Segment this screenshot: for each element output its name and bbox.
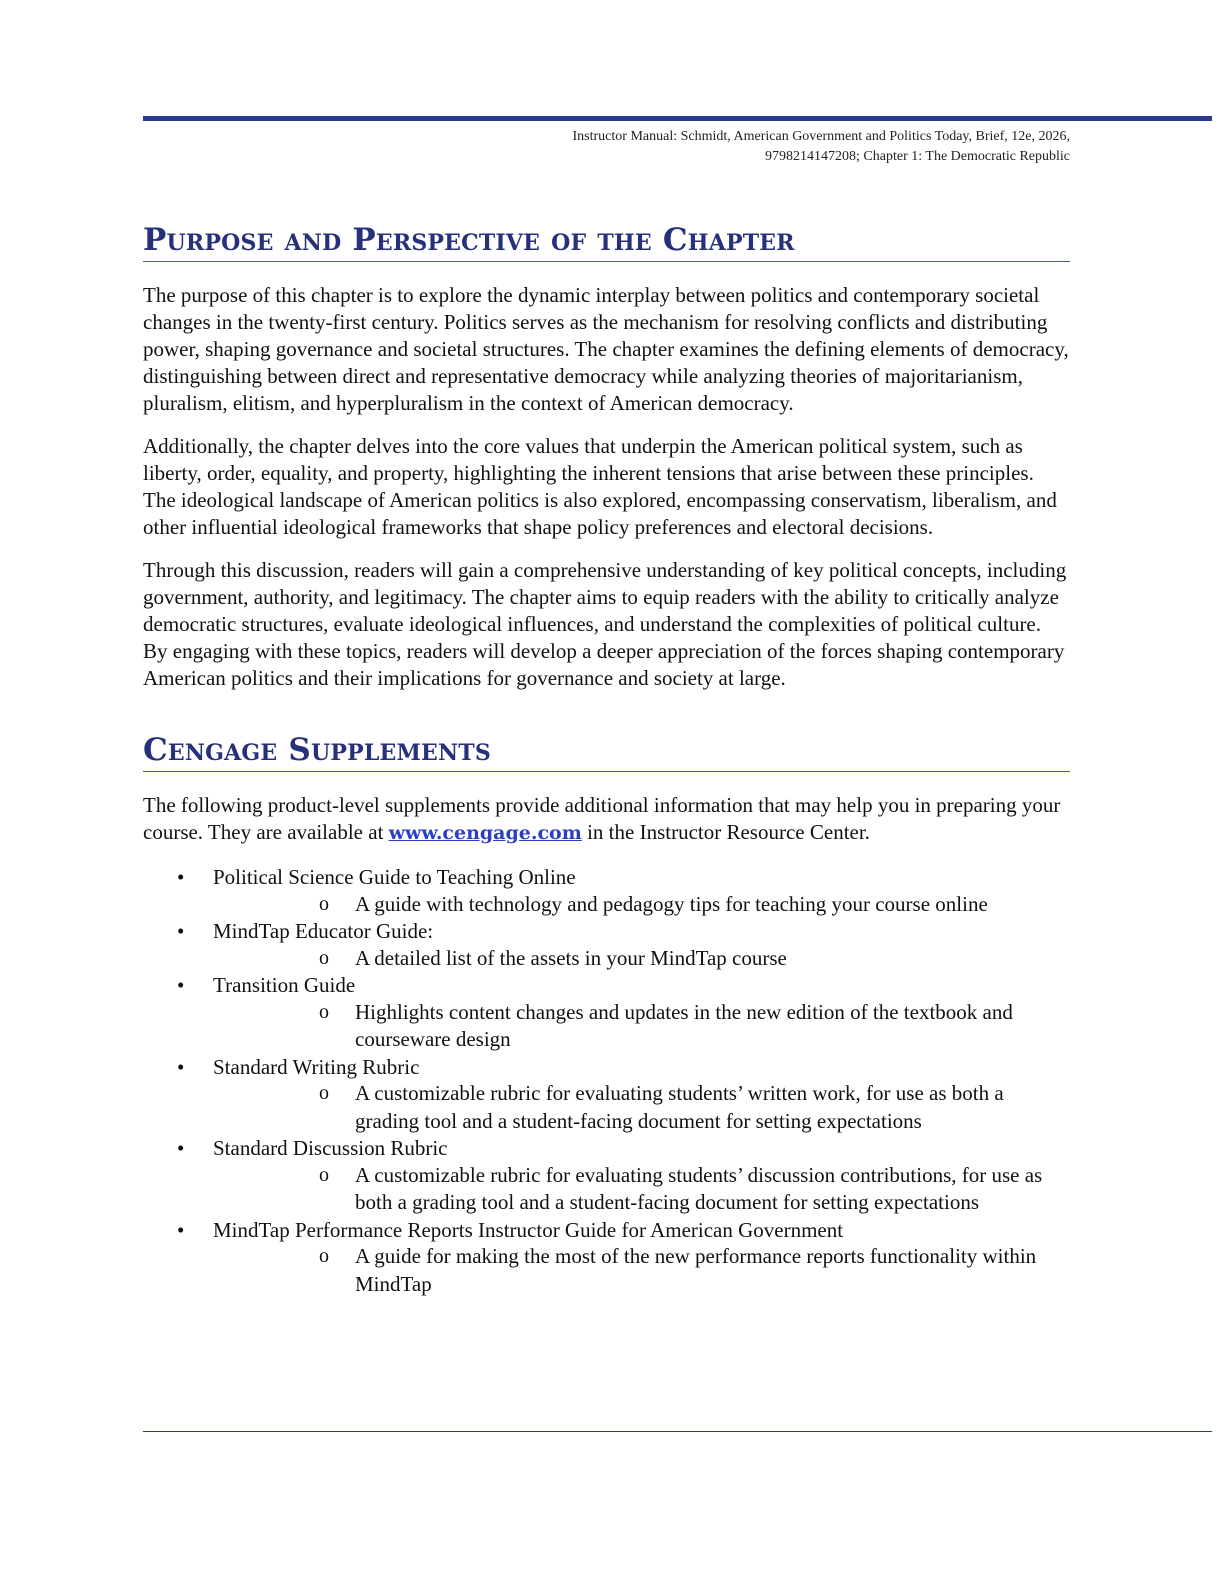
list-item-title: MindTap Performance Reports Instructor Guide for American Government xyxy=(213,1217,844,1242)
sub-list xyxy=(213,1162,1070,1217)
footer-rule xyxy=(143,1431,1212,1432)
sub-list-item-text: A guide with technology and pedagogy tips for teaching your course online xyxy=(355,891,988,916)
purpose-heading: Purpose and Perspective of the Chapter xyxy=(143,222,1070,262)
purpose-paragraph-3: Through this discussion, readers will gain a comprehensive understanding of key political concepts, including government, authority, and legitimacy. The chapter aims to equip readers with the ability to critically analyze democratic structures, evaluate ideological influences, and understand the complexities of political culture. By engaging with these topics, readers will develop a deeper appreciation of the forces shaping contemporary American politics and their implications for governance and society at large. xyxy=(143,558,1067,690)
sub-list-item xyxy=(213,945,1070,973)
list-item-title: Political Science Guide to Teaching Online xyxy=(213,865,576,889)
page-content xyxy=(143,222,1070,1298)
circle-bullet-icon: o xyxy=(319,1082,329,1104)
bullet-icon: • xyxy=(177,973,185,997)
list-item xyxy=(143,918,1070,972)
sub-list-item xyxy=(213,999,1070,1054)
circle-bullet-icon: o xyxy=(319,1245,329,1267)
cengage-link[interactable]: www.cengage.com xyxy=(388,822,582,844)
bullet-icon: • xyxy=(177,865,185,889)
purpose-paragraph-1: The purpose of this chapter is to explore the dynamic interplay between politics and contemporary societal changes in the twenty-first century. Politics serves as the mechanism for resolving conflicts and distributing power, shaping governance and societal structures. The chapter examines the defining elements of democracy, distinguishing between direct and representative democracy while analyzing theories of majoritarianism, pluralism, elitism, and hyperpluralism in the context of American democracy. xyxy=(143,283,1069,415)
list-item-title: MindTap Educator Guide: xyxy=(213,919,434,943)
sub-list-item-text: A detailed list of the assets in your MindTap course xyxy=(355,945,787,970)
supplements-list xyxy=(143,864,1070,1298)
running-header xyxy=(143,127,1070,167)
circle-bullet-icon: o xyxy=(319,946,329,969)
bullet-icon: • xyxy=(177,919,185,943)
supplements-intro-tail: in the Instructor Resource Center. xyxy=(581,820,870,844)
list-item xyxy=(143,1135,1070,1217)
sub-list-item xyxy=(213,1243,1070,1298)
sub-list-item xyxy=(213,1162,1070,1217)
sub-list xyxy=(213,1243,1070,1298)
header-rule xyxy=(143,116,1212,121)
bullet-icon: • xyxy=(177,1054,185,1079)
bullet-icon: • xyxy=(177,1136,185,1160)
sub-list xyxy=(213,945,1070,973)
circle-bullet-icon: o xyxy=(319,1163,329,1186)
circle-bullet-icon: o xyxy=(319,892,329,915)
list-item-title: Transition Guide xyxy=(213,973,356,997)
running-header-line-1: Instructor Manual: Schmidt, American Government and Politics Today, Brief, 12e, 2026, xyxy=(572,129,1070,144)
list-item-title: Standard Writing Rubric xyxy=(213,1054,420,1079)
sub-list-item xyxy=(213,891,1070,919)
sub-list xyxy=(213,1080,1070,1135)
circle-bullet-icon: o xyxy=(319,1000,329,1023)
bullet-icon: • xyxy=(177,1217,185,1242)
sub-list-item-text: Highlights content changes and updates in the new edition of the textbook and courseware design xyxy=(355,999,1013,1051)
list-item-title: Standard Discussion Rubric xyxy=(213,1136,448,1160)
running-header-line-2: 9798214147208; Chapter 1: The Democratic Republic xyxy=(765,149,1070,164)
supplements-heading: Cengage Supplements xyxy=(143,732,1070,772)
list-item xyxy=(143,1054,1070,1136)
supplements-intro-text: The following product-level supplements provide additional information that may help you in preparing your course. They are available at xyxy=(143,793,1061,844)
sub-list xyxy=(213,891,1070,919)
purpose-paragraph-2: Additionally, the chapter delves into the core values that underpin the American political system, such as liberty, order, equality, and property, highlighting the inherent tensions that arise between these principles. The ideological landscape of American politics is also explored, encompassing conservatism, liberalism, and other influential ideological frameworks that shape policy preferences and electoral decisions. xyxy=(143,434,1057,539)
list-item xyxy=(143,1217,1070,1299)
sub-list-item-text: A guide for making the most of the new performance reports functionality within MindTap xyxy=(355,1244,1037,1296)
sub-list xyxy=(213,999,1070,1054)
list-item xyxy=(143,972,1070,1054)
sub-list-item-text: A customizable rubric for evaluating students’ discussion contributions, for use as both a grading tool and a student-facing document for setting expectations xyxy=(355,1162,1043,1214)
sub-list-item-text: A customizable rubric for evaluating students’ written work, for use as both a grading tool and a student-facing document for setting expectations xyxy=(355,1081,1004,1133)
sub-list-item xyxy=(213,1080,1070,1135)
list-item xyxy=(143,864,1070,918)
supplements-intro xyxy=(143,792,1070,847)
